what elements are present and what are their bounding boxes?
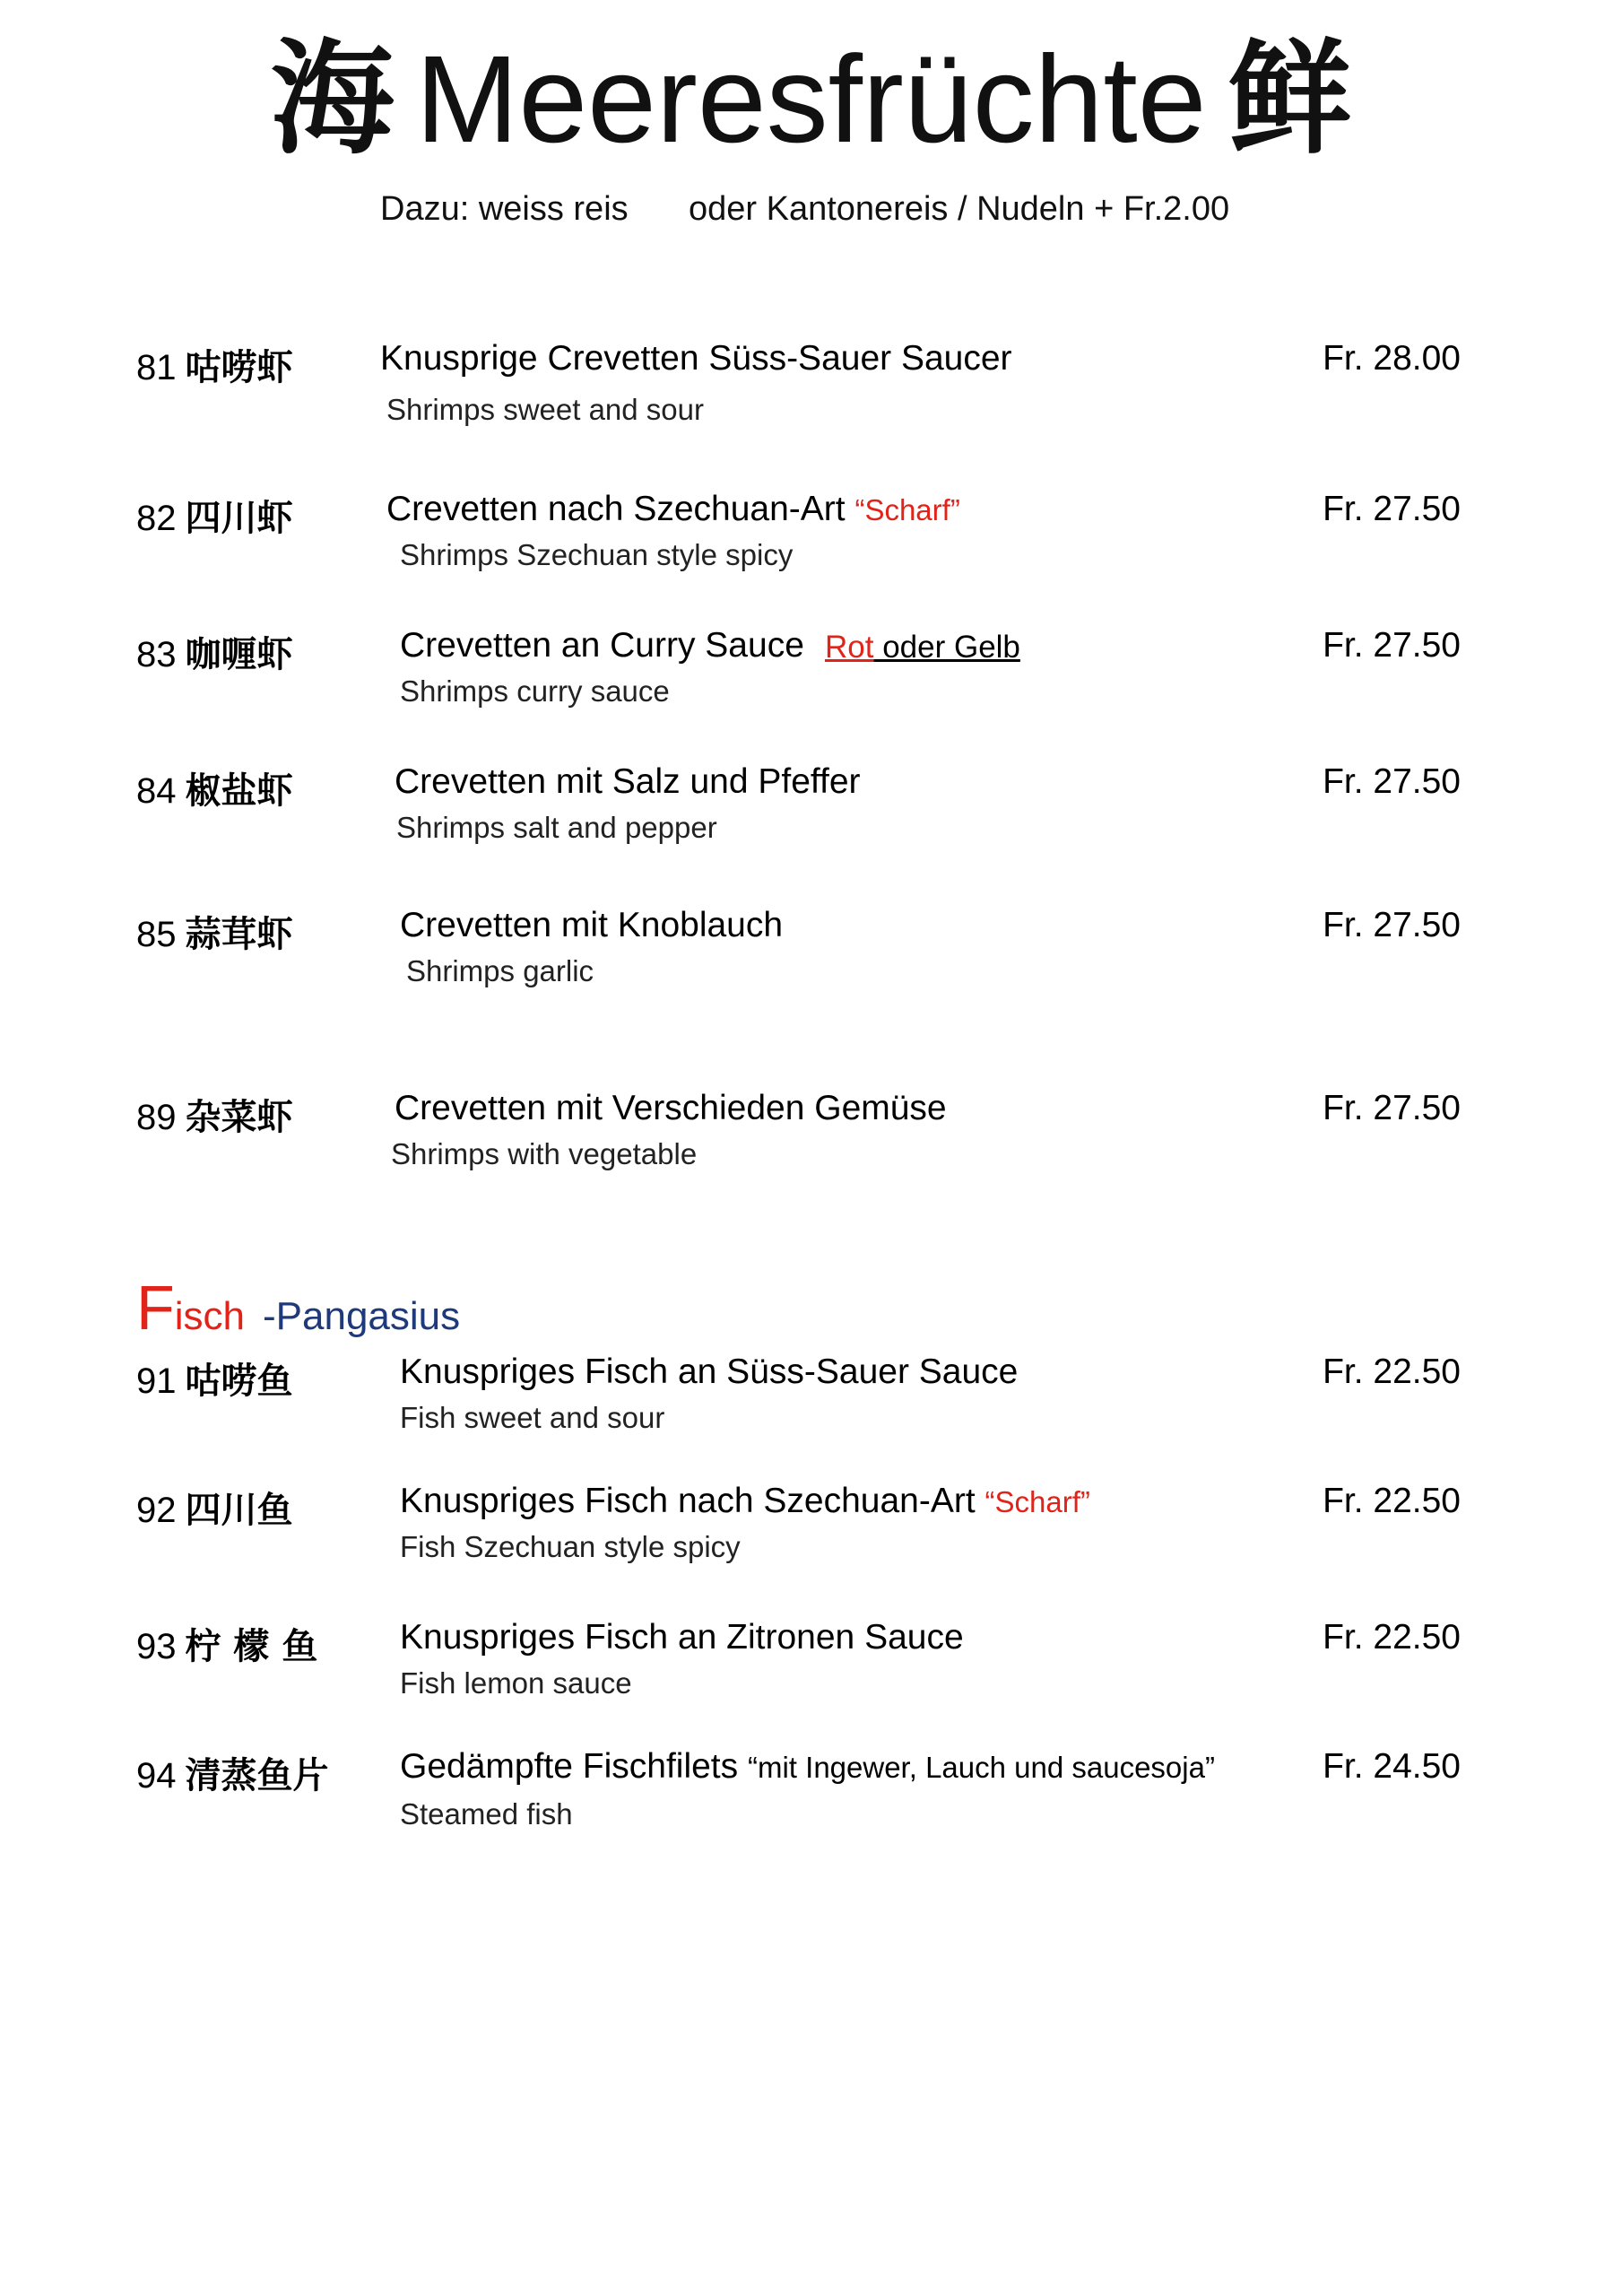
color-option-note: Rot oder Gelb (825, 630, 1020, 665)
item-name-de: Crevetten mit Knoblauch (400, 906, 784, 944)
item-number: 93 柠 檬 鱼 (136, 1626, 318, 1667)
item-number: 81 咕唠虾 (136, 347, 293, 388)
item-price: Fr. 22.50 (1323, 1482, 1461, 1520)
item-price: Fr. 22.50 (1323, 1618, 1461, 1657)
item-price: Fr. 27.50 (1323, 626, 1461, 665)
spicy-note: “Scharf” (984, 1485, 1090, 1518)
section-subheading: -Pangasius (263, 1294, 461, 1338)
title-left-char: 海 (270, 27, 395, 171)
item-name-de: Knuspriges Fisch an Zitronen Sauce (400, 1618, 964, 1657)
section-heading-fish: Fisch -Pangasius (136, 1273, 461, 1343)
item-name-de: Knuspriges Fisch an Süss-Sauer Sauce (400, 1352, 1019, 1391)
item-name-en: Shrimps salt and pepper (396, 811, 717, 844)
item-number: 83 咖喱虾 (136, 634, 293, 675)
item-name-de: Knusprige Crevetten Süss-Sauer Saucer (380, 339, 1012, 378)
item-name-en: Shrimps sweet and sour (386, 393, 704, 426)
item-name-en: Shrimps garlic (406, 954, 594, 987)
item-number: 82 四川虾 (136, 498, 293, 539)
item-number: 92 四川鱼 (136, 1490, 293, 1531)
item-name-de: Crevetten an Curry Sauce (400, 626, 804, 665)
item-price: Fr. 27.50 (1323, 762, 1461, 801)
item-name-en: Fish lemon sauce (400, 1666, 632, 1700)
item-name-en: Shrimps curry sauce (400, 674, 670, 708)
item-price: Fr. 27.50 (1323, 1089, 1461, 1127)
item-number: 84 椒盐虾 (136, 770, 293, 812)
item-name-de: Gedämpfte Fischfilets “mit Ingewer, Lauch und saucesoja” (400, 1747, 1215, 1786)
item-name-de: Crevetten nach Szechuan-Art “Scharf” (386, 490, 960, 528)
item-name-en: Shrimps with vegetable (391, 1137, 698, 1170)
subtitle-upgrade: oder Kantonereis / Nudeln + Fr.2.00 (689, 190, 1230, 228)
item-number: 85 蒜茸虾 (136, 914, 293, 955)
page-title (0, 27, 1622, 171)
item-number: 91 咕唠鱼 (136, 1361, 293, 1402)
ingredients-note: “mit Ingewer, Lauch und saucesoja” (748, 1751, 1215, 1784)
item-name-de: Crevetten mit Salz und Pfeffer (395, 762, 861, 801)
item-name-en: Fish Szechuan style spicy (400, 1530, 741, 1563)
item-price: Fr. 28.00 (1323, 339, 1461, 378)
item-name-en: Shrimps Szechuan style spicy (400, 538, 794, 571)
title-right-char: 鲜 (1227, 27, 1352, 171)
item-price: Fr. 22.50 (1323, 1352, 1461, 1391)
item-name-de: Knuspriges Fisch nach Szechuan-Art “Scharf” (400, 1482, 1090, 1520)
item-name-en: Steamed fish (400, 1797, 573, 1831)
item-price: Fr. 27.50 (1323, 490, 1461, 528)
item-price: Fr. 24.50 (1323, 1747, 1461, 1786)
item-name-de: Crevetten mit Verschieden Gemüse (395, 1089, 947, 1127)
item-name-en: Fish sweet and sour (400, 1401, 665, 1434)
item-price: Fr. 27.50 (1323, 906, 1461, 944)
item-number: 94 清蒸鱼片 (136, 1755, 329, 1796)
spicy-note: “Scharf” (854, 493, 960, 526)
item-number: 89 杂菜虾 (136, 1097, 293, 1138)
subtitle-rice: Dazu: weiss reis (380, 190, 629, 228)
title-text: Meeresfrüchte (415, 30, 1207, 169)
